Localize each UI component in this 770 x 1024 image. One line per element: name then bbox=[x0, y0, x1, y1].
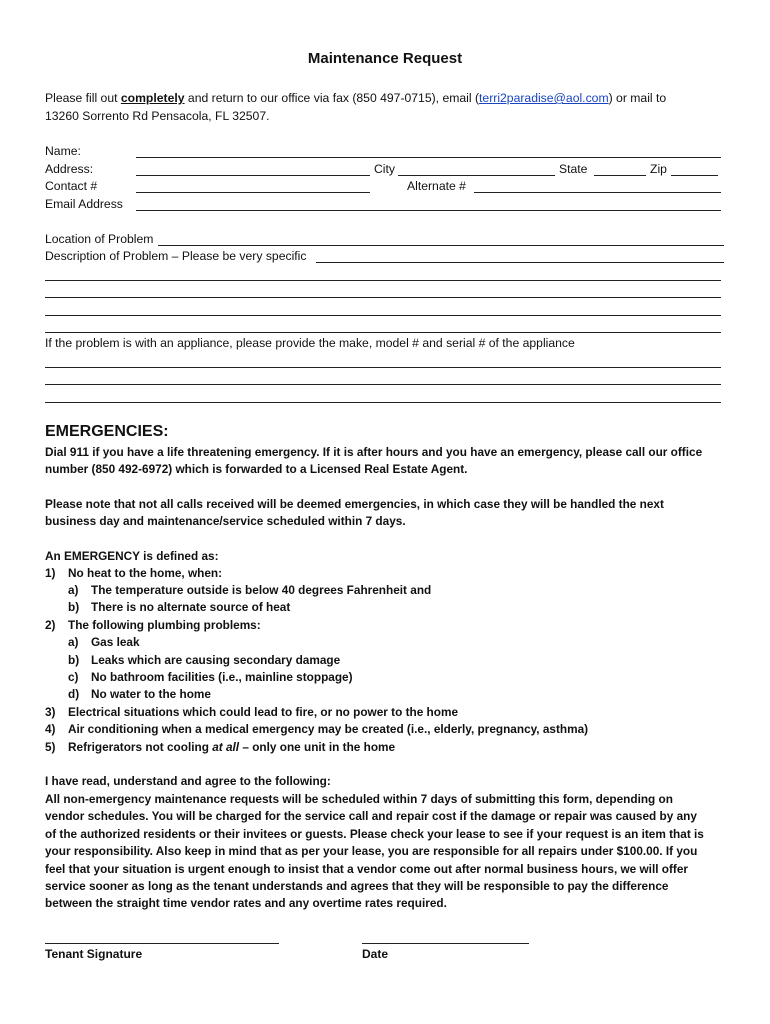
agreement-line: service sooner as long as the tenant understands and agrees that they will be responsible to pay the difference bbox=[45, 879, 669, 893]
location-field[interactable] bbox=[158, 245, 724, 246]
state-field[interactable] bbox=[594, 175, 646, 176]
email-label: Email Address bbox=[45, 197, 123, 211]
agreement-line: of the authorized residents or their invitees or guests. Please check your lease to see if your request is an item that is bbox=[45, 827, 704, 841]
alternate-label: Alternate # bbox=[407, 179, 466, 193]
item5-text-after: – only one unit in the home bbox=[239, 740, 396, 754]
agreement-line: between the straight time vendor rates and any overtime rates required. bbox=[45, 896, 447, 910]
emergency-paragraph-line: number (850 492-6972) which is forwarded to a Licensed Real Estate Agent. bbox=[45, 462, 468, 476]
state-label: State bbox=[559, 162, 588, 176]
list-item bbox=[68, 739, 395, 756]
location-label: Location of Problem bbox=[45, 232, 154, 246]
list-item-number: c) bbox=[68, 670, 79, 684]
date-label: Date bbox=[362, 947, 389, 961]
tenant-signature-field[interactable] bbox=[45, 943, 279, 944]
agreement-line: vendor schedules. You will be charged for the service call and repair cost if the damage or repair was caused by any bbox=[45, 809, 697, 823]
list-item: There is no alternate source of heat bbox=[91, 600, 291, 614]
agreement-line: your responsibility. Also keep in mind that as per your lease, you are responsible for all repairs under $100.00. If you bbox=[45, 844, 698, 858]
intro-text-before: Please fill out bbox=[45, 91, 121, 105]
agreement-heading: I have read, understand and agree to the following: bbox=[45, 774, 331, 788]
zip-label: Zip bbox=[650, 162, 667, 176]
description-line[interactable] bbox=[45, 297, 721, 298]
description-field[interactable] bbox=[316, 262, 724, 263]
list-item: Electrical situations which could lead to fire, or no power to the home bbox=[68, 705, 459, 719]
appliance-line[interactable] bbox=[45, 402, 721, 403]
description-line[interactable] bbox=[45, 332, 721, 333]
list-item: Gas leak bbox=[91, 635, 140, 649]
intro-text-mid: and return to our office via fax (850 497-0715), email ( bbox=[184, 91, 480, 105]
list-item-number: 5) bbox=[45, 740, 56, 754]
city-label: City bbox=[374, 162, 395, 176]
list-item: The temperature outside is below 40 degrees Fahrenheit and bbox=[91, 583, 432, 597]
agreement-line: All non-emergency maintenance requests will be scheduled within 7 days of submitting this form, depending on bbox=[45, 792, 673, 806]
item5-text-before: Refrigerators not cooling bbox=[68, 740, 213, 754]
alternate-field[interactable] bbox=[474, 192, 721, 193]
note-paragraph-line: Please note that not all calls received will be deemed emergencies, in which case they will be handled the next bbox=[45, 497, 664, 511]
list-item-number: b) bbox=[68, 600, 80, 614]
description-line[interactable] bbox=[45, 280, 721, 281]
list-item: No bathroom facilities (i.e., mainline stoppage) bbox=[91, 670, 353, 684]
intro-emphasis: completely bbox=[120, 91, 185, 105]
list-item: No heat to the home, when: bbox=[68, 566, 223, 580]
emergency-paragraph-line: Dial 911 if you have a life threatening emergency. If it is after hours and you have an emergency, please call our office bbox=[45, 445, 703, 459]
contact-label: Contact # bbox=[45, 179, 98, 193]
emergencies-heading: EMERGENCIES: bbox=[45, 423, 169, 440]
description-line[interactable] bbox=[45, 315, 721, 316]
appliance-line[interactable] bbox=[45, 384, 721, 385]
list-item-number: 1) bbox=[45, 566, 56, 580]
intro-text-after: ) or mail to bbox=[608, 91, 667, 105]
list-item: Leaks which are causing secondary damage bbox=[91, 653, 341, 667]
list-item-number: 4) bbox=[45, 722, 56, 736]
agreement-line: feel that your situation is urgent enough to insist that a vendor come out after normal business hours, we will offer bbox=[45, 862, 689, 876]
date-field[interactable] bbox=[362, 943, 529, 944]
address-field[interactable] bbox=[136, 175, 370, 176]
page-title: Maintenance Request bbox=[307, 50, 463, 67]
name-field[interactable] bbox=[136, 157, 721, 158]
zip-field[interactable] bbox=[671, 175, 718, 176]
name-label: Name: bbox=[45, 144, 81, 158]
list-item-number: d) bbox=[68, 687, 80, 701]
emergency-defined-label: An EMERGENCY is defined as: bbox=[45, 549, 219, 563]
list-item: No water to the home bbox=[91, 687, 211, 701]
intro-line-2: 13260 Sorrento Rd Pensacola, FL 32507. bbox=[45, 109, 270, 123]
address-label: Address: bbox=[45, 162, 94, 176]
note-paragraph-line: business day and maintenance/service scheduled within 7 days. bbox=[45, 514, 406, 528]
list-item-number: 3) bbox=[45, 705, 56, 719]
appliance-label: If the problem is with an appliance, please provide the make, model # and serial # of the appliance bbox=[45, 336, 575, 350]
list-item-number: b) bbox=[68, 653, 80, 667]
appliance-line[interactable] bbox=[45, 367, 721, 368]
list-item-number: 2) bbox=[45, 618, 56, 632]
intro-line-1 bbox=[45, 90, 666, 107]
email-link[interactable]: terri2paradise@aol.com bbox=[479, 91, 609, 105]
list-item-number: a) bbox=[68, 583, 79, 597]
item5-emphasis: at all bbox=[212, 740, 240, 754]
list-item-number: a) bbox=[68, 635, 79, 649]
description-label: Description of Problem – Please be very specific bbox=[45, 249, 307, 263]
list-item: Air conditioning when a medical emergency may be created (i.e., elderly, pregnancy, asthma) bbox=[68, 722, 589, 736]
tenant-signature-label: Tenant Signature bbox=[45, 947, 143, 961]
contact-field[interactable] bbox=[136, 192, 370, 193]
email-field[interactable] bbox=[136, 210, 721, 211]
list-item: The following plumbing problems: bbox=[68, 618, 261, 632]
city-field[interactable] bbox=[398, 175, 555, 176]
